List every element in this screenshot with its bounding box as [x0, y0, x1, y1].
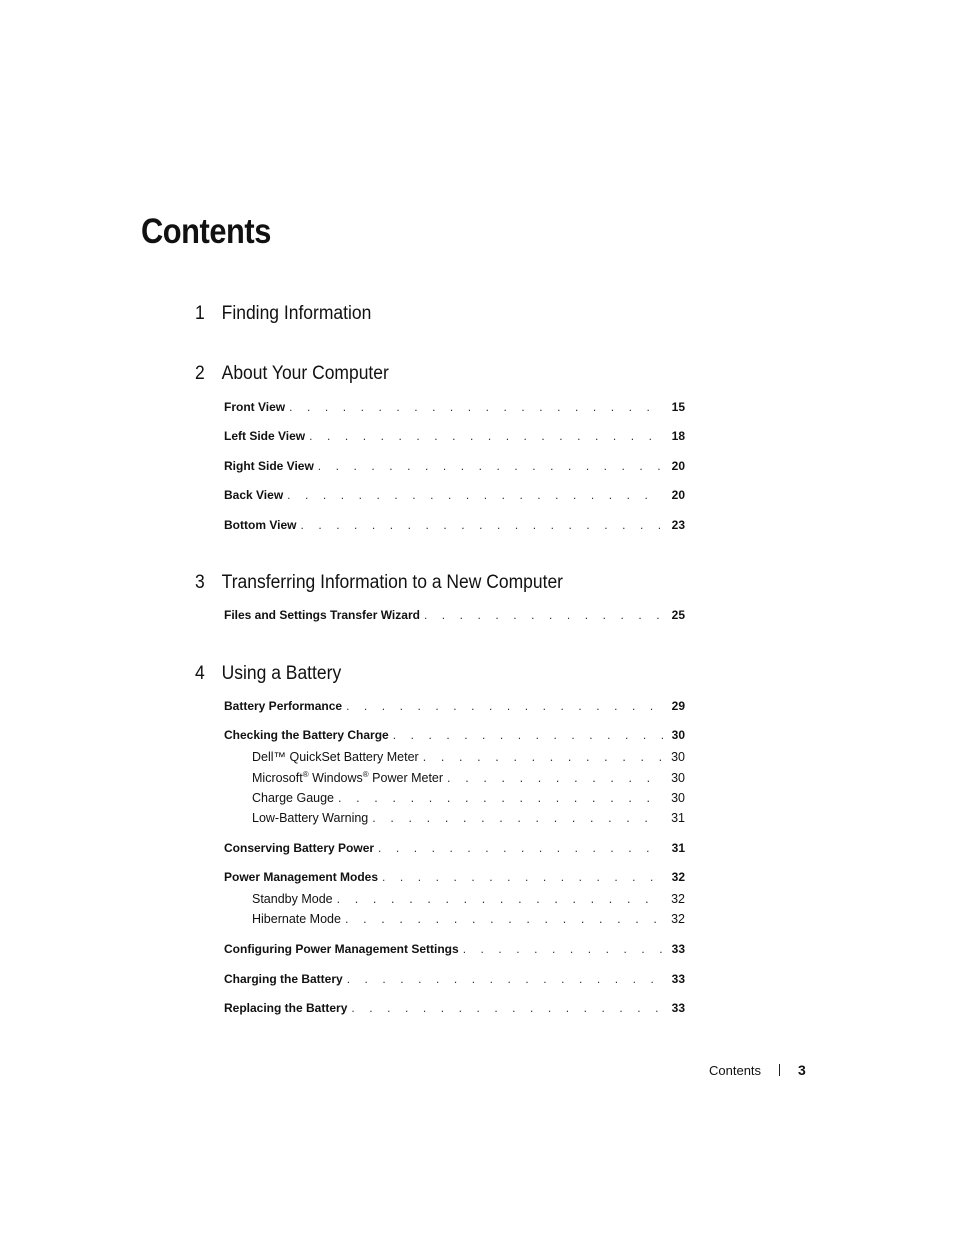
toc-entry-page: 15: [671, 400, 685, 414]
toc-entry-label: Dell™ QuickSet Battery Meter: [252, 750, 419, 764]
page-footer: [709, 1062, 806, 1078]
chapter-title: Finding Information: [221, 303, 372, 324]
toc-entry-label: Conserving Battery Power: [224, 841, 375, 855]
dot-leader: [289, 400, 663, 414]
toc-entry-page: 25: [671, 608, 685, 622]
dot-leader: [346, 699, 663, 713]
dot-leader: [382, 870, 663, 884]
toc-entry-configuring-power-management[interactable]: [224, 942, 685, 960]
toc-entry-label: Hibernate Mode: [252, 912, 341, 926]
dot-leader: [447, 771, 663, 785]
toc-entry-label: Standby Mode: [252, 892, 333, 906]
dot-leader: [393, 728, 663, 742]
toc-entry-label: Replacing the Battery: [224, 1001, 348, 1015]
toc-entry-page: 30: [671, 728, 685, 742]
chapter-2-heading[interactable]: [195, 363, 389, 385]
toc-entry-label: Power Management Modes: [224, 870, 379, 884]
toc-entry-page: 30: [671, 750, 685, 764]
chapter-number: 2: [195, 363, 205, 384]
toc-entry-page: 20: [671, 459, 685, 473]
footer-divider: [779, 1064, 780, 1076]
toc-entry-label: Battery Performance: [224, 699, 343, 713]
chapter-title: Using a Battery: [221, 663, 342, 684]
toc-entry-label: Low-Battery Warning: [252, 811, 369, 825]
dot-leader: [300, 518, 663, 532]
toc-entry-label: Back View: [224, 488, 284, 502]
toc-entry-replacing-battery[interactable]: [224, 1001, 685, 1019]
toc-entry-label: Charging the Battery: [224, 972, 343, 986]
page-title: Contents: [141, 212, 271, 251]
toc-entry-front-view[interactable]: [224, 400, 685, 418]
toc-entry-label: Front View: [224, 400, 286, 414]
toc-entry-battery-performance[interactable]: [224, 699, 685, 717]
toc-entry-power-management-modes[interactable]: [224, 870, 685, 888]
dot-leader: [378, 841, 663, 855]
chapter-1-heading[interactable]: [195, 303, 371, 325]
toc-entry-right-side-view[interactable]: [224, 459, 685, 477]
chapter-title: About Your Computer: [221, 363, 389, 384]
toc-entry-files-settings-transfer-wizard[interactable]: [224, 608, 685, 626]
dot-leader: [318, 459, 663, 473]
chapter-number: 1: [195, 303, 205, 324]
toc-entry-label: Files and Settings Transfer Wizard: [224, 608, 420, 622]
toc-entry-page: 31: [671, 841, 685, 855]
toc-entry-label: Bottom View: [224, 518, 297, 532]
toc-entry-page: 33: [671, 1001, 685, 1015]
toc-subentry-standby-mode[interactable]: [252, 892, 685, 910]
toc-entry-page: 18: [671, 429, 685, 443]
toc-entry-page: 30: [671, 771, 685, 785]
toc-entry-page: 30: [671, 791, 685, 805]
toc-entry-page: 31: [671, 811, 685, 825]
dot-leader: [424, 608, 663, 622]
toc-entry-page: 33: [671, 972, 685, 986]
toc-entry-page: 29: [671, 699, 685, 713]
footer-page-number: 3: [798, 1062, 806, 1078]
toc-entry-conserving-battery-power[interactable]: [224, 841, 685, 859]
toc-entry-page: 23: [671, 518, 685, 532]
dot-leader: [372, 811, 663, 825]
toc-entry-label: Right Side View: [224, 459, 314, 473]
chapter-title: Transferring Information to a New Computer: [221, 572, 564, 593]
chapter-number: 3: [195, 572, 205, 593]
dot-leader: [351, 1001, 663, 1015]
chapter-3-heading[interactable]: [195, 572, 563, 594]
toc-entry-page: 32: [671, 912, 685, 926]
toc-entry-label: Charge Gauge: [252, 791, 335, 805]
toc-entry-page: 32: [671, 870, 685, 884]
toc-subentry-charge-gauge[interactable]: [252, 791, 685, 809]
toc-entry-bottom-view[interactable]: [224, 518, 685, 536]
dot-leader: [463, 942, 663, 956]
toc-entry-page: 32: [671, 892, 685, 906]
toc-entry-page: 20: [671, 488, 685, 502]
dot-leader: [423, 750, 663, 764]
toc-subentry-low-battery-warning[interactable]: [252, 811, 685, 829]
footer-section-label: Contents: [709, 1062, 762, 1078]
toc-entry-charging-battery[interactable]: [224, 972, 685, 990]
toc-subentry-windows-power-meter[interactable]: [252, 771, 685, 789]
chapter-number: 4: [195, 663, 205, 684]
toc-entry-page: 33: [671, 942, 685, 956]
toc-entry-checking-battery-charge[interactable]: [224, 728, 685, 746]
toc-entry-label: Left Side View: [224, 429, 306, 443]
toc-entry-label: Configuring Power Management Settings: [224, 942, 459, 956]
dot-leader: [287, 488, 663, 502]
toc-subentry-hibernate-mode[interactable]: [252, 912, 685, 930]
dot-leader: [309, 429, 663, 443]
toc-entry-label: Checking the Battery Charge: [224, 728, 389, 742]
dot-leader: [347, 972, 663, 986]
toc-entry-label: Microsoft® Windows® Power Meter: [252, 769, 444, 785]
toc-entry-left-side-view[interactable]: [224, 429, 685, 447]
chapter-4-heading[interactable]: [195, 663, 341, 685]
dot-leader: [338, 791, 663, 805]
dot-leader: [345, 912, 663, 926]
toc-subentry-quickset-battery-meter[interactable]: [252, 750, 685, 768]
dot-leader: [337, 892, 663, 906]
toc-entry-back-view[interactable]: [224, 488, 685, 506]
